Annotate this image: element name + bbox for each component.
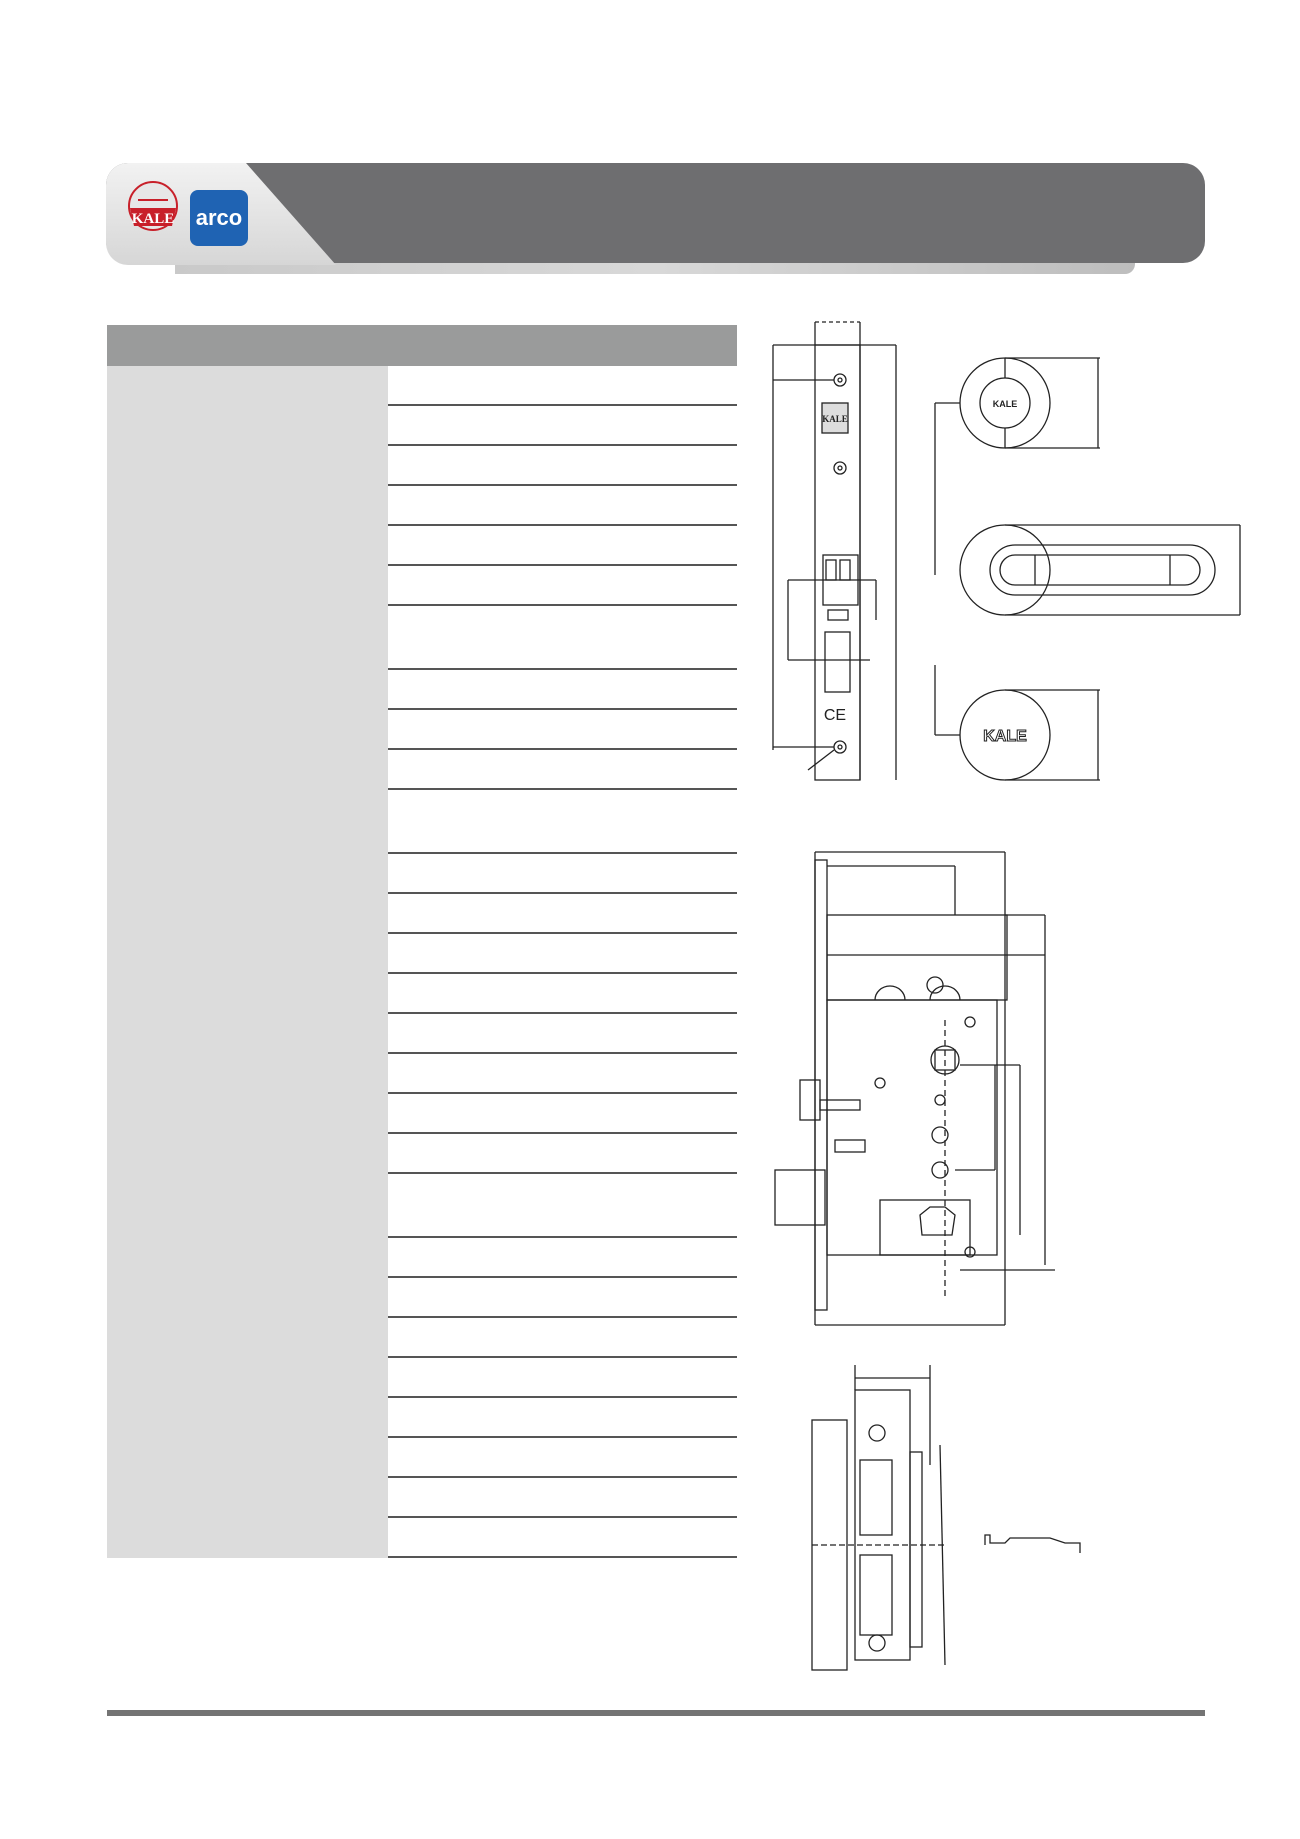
spec-row-value: [388, 1134, 737, 1174]
spec-row-label: [107, 974, 388, 1014]
lever-handle-drawing: [960, 525, 1240, 615]
spec-row: [107, 1358, 737, 1398]
spec-row: [107, 1054, 737, 1094]
spec-row-label: [107, 1358, 388, 1398]
footer-rule: [107, 1710, 1205, 1716]
strike-plate-drawing: [812, 1365, 1080, 1670]
lock-faceplate-drawing: [773, 322, 896, 780]
spec-row-label: [107, 1238, 388, 1278]
knob-logo-text: KALE: [983, 728, 1027, 745]
spec-row: [107, 526, 737, 566]
spec-table-body: [107, 366, 737, 1558]
spec-row-value: [388, 854, 737, 894]
spec-row-value: [388, 1438, 737, 1478]
rose-logo-text: KALE: [992, 399, 1018, 409]
spec-row-label: [107, 1278, 388, 1318]
knob-drawing: [935, 665, 1100, 780]
spec-row-value: [388, 366, 737, 406]
spec-table: [107, 325, 737, 1558]
spec-row: [107, 710, 737, 750]
spec-row-label: [107, 566, 388, 606]
technical-drawings: [740, 315, 1270, 1675]
lock-face-logo-text: KALE: [822, 414, 848, 424]
spec-row-label: [107, 934, 388, 974]
spec-row: [107, 606, 737, 670]
spec-row-label: [107, 790, 388, 854]
spec-row: [107, 894, 737, 934]
spec-row-value: [388, 1094, 737, 1134]
spec-row-value: [388, 526, 737, 566]
spec-row-label: [107, 854, 388, 894]
spec-row: [107, 1438, 737, 1478]
spec-row: [107, 1398, 737, 1438]
spec-row-label: [107, 1518, 388, 1558]
spec-row-value: [388, 790, 737, 854]
spec-row-label: [107, 1014, 388, 1054]
spec-row-value: [388, 710, 737, 750]
spec-row-value: [388, 446, 737, 486]
spec-row-value: [388, 1518, 737, 1558]
spec-row-value: [388, 406, 737, 446]
spec-row-value: [388, 1358, 737, 1398]
spec-row-label: [107, 670, 388, 710]
spec-row-label: [107, 1054, 388, 1094]
spec-row-label: [107, 366, 388, 406]
spec-row: [107, 1014, 737, 1054]
arco-logo-text: arco: [195, 205, 243, 230]
spec-row: [107, 1478, 737, 1518]
spec-row: [107, 1174, 737, 1238]
spec-row: [107, 934, 737, 974]
spec-row-label: [107, 1174, 388, 1238]
spec-row-label: [107, 486, 388, 526]
spec-row: [107, 790, 737, 854]
spec-row-label: [107, 1398, 388, 1438]
spec-row-value: [388, 934, 737, 974]
spec-row-value: [388, 1014, 737, 1054]
spec-row-label: [107, 710, 388, 750]
spec-row-value: [388, 894, 737, 934]
spec-row-label: [107, 406, 388, 446]
spec-row-label: [107, 1094, 388, 1134]
spec-row-label: [107, 894, 388, 934]
spec-row-value: [388, 1398, 737, 1438]
spec-table-header: [107, 325, 737, 366]
spec-row-label: [107, 1134, 388, 1174]
spec-row: [107, 974, 737, 1014]
spec-row-label: [107, 750, 388, 790]
spec-row: [107, 670, 737, 710]
spec-row: [107, 1094, 737, 1134]
ce-mark: CE: [823, 707, 847, 724]
spec-row-label: [107, 1438, 388, 1478]
spec-row: [107, 1134, 737, 1174]
spec-row: [107, 750, 737, 790]
spec-row-value: [388, 566, 737, 606]
spec-row: [107, 366, 737, 406]
spec-row: [107, 1318, 737, 1358]
kale-logo: [118, 178, 188, 250]
spec-row: [107, 406, 737, 446]
spec-row-value: [388, 1238, 737, 1278]
spec-row: [107, 486, 737, 526]
spec-row: [107, 1238, 737, 1278]
spec-row: [107, 566, 737, 606]
spec-row-value: [388, 1478, 737, 1518]
spec-row-value: [388, 670, 737, 710]
spec-row-value: [388, 486, 737, 526]
spec-row-value: [388, 1174, 737, 1238]
spec-row: [107, 446, 737, 486]
spec-row-value: [388, 750, 737, 790]
spec-row: [107, 1518, 737, 1558]
arco-logo: [190, 190, 248, 246]
spec-row-value: [388, 1054, 737, 1094]
spec-row: [107, 1278, 737, 1318]
spec-row-label: [107, 606, 388, 670]
spec-row-label: [107, 526, 388, 566]
spec-row-value: [388, 1278, 737, 1318]
spec-row-label: [107, 1478, 388, 1518]
lock-body-drawing: [775, 852, 1055, 1325]
kale-logo-text: KALE: [131, 211, 175, 227]
spec-row-label: [107, 1318, 388, 1358]
spec-row-value: [388, 974, 737, 1014]
spec-row-value: [388, 1318, 737, 1358]
spec-row-label: [107, 446, 388, 486]
rose-drawing: [935, 358, 1100, 575]
spec-row: [107, 854, 737, 894]
spec-row-value: [388, 606, 737, 670]
